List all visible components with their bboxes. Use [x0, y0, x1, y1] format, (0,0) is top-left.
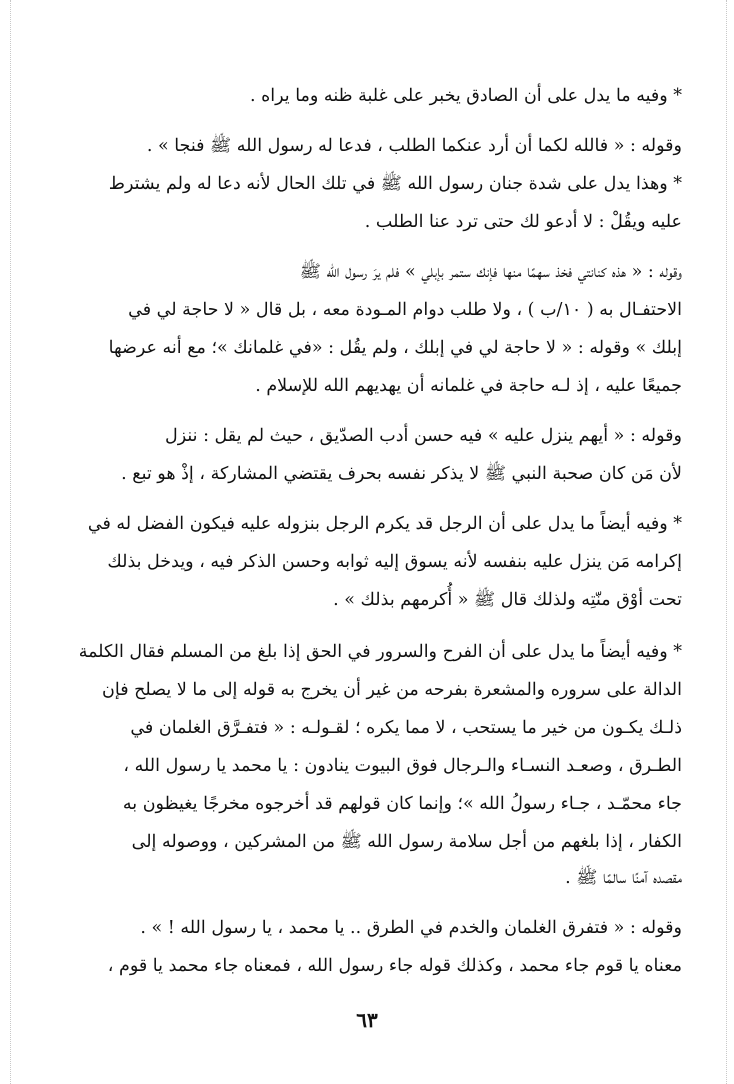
text-line: وقوله : « فالله لكما أن أرد عنكما الطلب ، فدعا له رسول الله ﷺ فنجا » .	[146, 136, 682, 156]
text-line: إكرامه مَن ينزل عليه بنفسه لأنه يسوق إليه ثوابه وحسن الذكر فيه ، ويدخل بذلك	[107, 552, 682, 572]
text-line: وقوله : « فتفرق الغلمان والخدم في الطرق .. يا محمد ، يا رسول الله ! » .	[140, 918, 682, 938]
text-line: مقصده آمنًا سالمًا ﷺ .	[565, 868, 682, 888]
text-line: الكفار ، إذا بلغهم من أجل سلامة رسول الله ﷺ من المشركين ، ووصوله إلى	[131, 832, 682, 852]
text-line: عليه ويقُلْ : لا أدعو لك حتى ترد عنا الطلب .	[364, 212, 682, 232]
text-line: وقوله : « هذه كنانتي فخذ سهمًا منها فإنك ستمر بإبلي » فلم يرَ رسول الله ﷺ	[299, 262, 682, 282]
text-line: تحت أوْق منّتِه ولذلك قال ﷺ « أُكرمهم بذلك » .	[333, 590, 682, 610]
text-line: جاء محمّـد ، جـاء رسولُ الله »؛ وإنما كان قولهم قد أخرجوه مخرجًا يغيظون به	[122, 794, 682, 814]
text-line: * وفيه أيضاً ما يدل على أن الفرح والسرور في الحق إذا بلغ من المسلم فقال الكلمة	[78, 642, 682, 662]
text-line: * وفيه ما يدل على أن الصادق يخبر على غلبة ظنه وما يراه .	[249, 86, 682, 106]
text-line: إبلك » وقوله : « لا حاجة لي في إبلك ، ولم يقُل : «في غلمانك »؛ مع أنه عرضها	[108, 338, 682, 358]
text-line: لأن مَن كان صحبة النبي ﷺ لا يذكر نفسه بحرف يقتضي المشاركة ، إذْ هو تبع .	[121, 464, 682, 484]
text-line: * وهذا يدل على شدة جنان رسول الله ﷺ في تلك الحال لأنه دعا له ولم يشترط	[108, 174, 682, 194]
text-line: الاحتفـال به ( ١٠/ب ) ، ولا طلب دوام المـودة معه ، بل قال « لا حاجة لي في	[128, 300, 682, 320]
text-line: جميعًا عليه ، إذ لـه حاجة في غلمانه أن يهديهم الله للإسلام .	[255, 376, 682, 396]
text-line: معناه يا قوم جاء محمد ، وكذلك قوله جاء رسول الله ، فمعناه جاء محمد يا قوم ،	[107, 956, 682, 976]
scan-edge-right	[726, 0, 728, 1084]
text-line: وقوله : « أيهم ينزل عليه » فيه حسن أدب الصدّيق ، حيث لم يقل : ننزل	[165, 426, 682, 446]
text-line: الطـرق ، وصعـد النسـاء والـرجال فوق البيوت ينادون : يا محمد يا رسول الله ،	[123, 756, 682, 776]
text-line: * وفيه أيضاً ما يدل على أن الرجل قد يكرم الرجل بنزوله عليه فيكون الفضل له في	[87, 514, 682, 534]
text-line: الدالة على سروره والمشعرة بفرحه من غير أن يخرج به قوله إلى ما لا يصلح فإن	[102, 680, 682, 700]
page-number: ٦٣	[356, 1008, 378, 1032]
scan-edge-left	[10, 0, 12, 1084]
text-line: ذلـك يكـون من خير ما يستحب ، لا مما يكره ؛ لقـولـه : « فتفـرَّق الغلمان في	[130, 718, 682, 738]
